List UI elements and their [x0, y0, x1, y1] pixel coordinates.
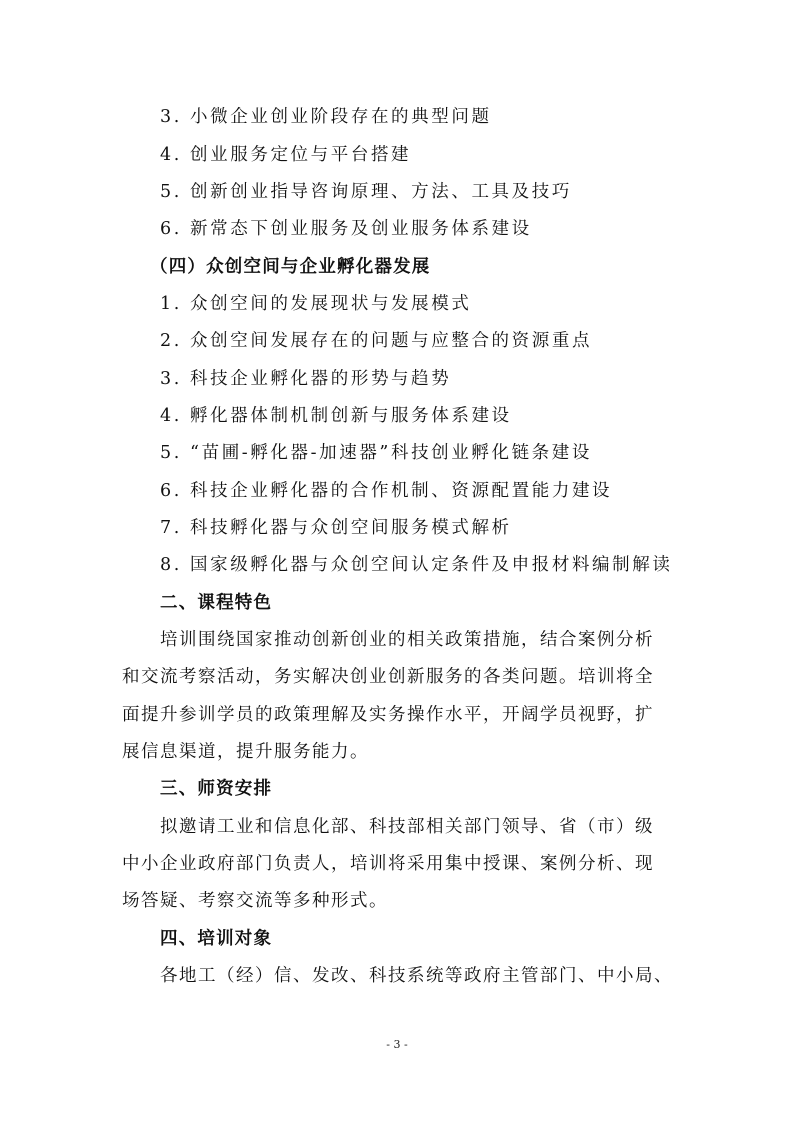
paragraph-line: 展信息渠道，提升服务能力。: [122, 742, 369, 762]
list-item: 2. 众创空间发展存在的问题与应整合的资源重点: [160, 331, 593, 351]
paragraph-line: 和交流考察活动，务实解决创业创新服务的各类问题。培训将全: [122, 667, 654, 687]
list-item: 3. 小微企业创业阶段存在的典型问题: [160, 107, 492, 127]
list-item: 6. 科技企业孵化器的合作机制、资源配置能力建设: [160, 481, 613, 501]
section-heading: 四、培训对象: [160, 929, 273, 949]
page-number: - 3 -: [386, 1038, 408, 1051]
paragraph-line: 拟邀请工业和信息化部、科技部相关部门领导、省（市）级: [160, 817, 654, 837]
list-item: 5. 创新创业指导咨询原理、方法、工具及技巧: [160, 182, 572, 202]
list-item: 6. 新常态下创业服务及创业服务体系建设: [160, 219, 532, 239]
list-item: 5. “苗圃-孵化器-加速器”科技创业孵化链条建设: [160, 443, 592, 463]
section-heading: 三、师资安排: [160, 779, 273, 799]
paragraph-line: 场答疑、考察交流等多种形式。: [122, 891, 388, 911]
paragraph-line: 各地工（经）信、发改、科技系统等政府主管部门、中小局、: [160, 966, 673, 986]
list-item: 8. 国家级孵化器与众创空间认定条件及申报材料编制解读: [160, 555, 673, 575]
list-item: 4. 孵化器体制机制创新与服务体系建设: [160, 406, 512, 426]
paragraph-line: 面提升参训学员的政策理解及实务操作水平，开阔学员视野，扩: [122, 705, 654, 725]
section-heading: 二、课程特色: [160, 593, 273, 613]
paragraph-line: 中小企业政府部门负责人，培训将采用集中授课、案例分析、现: [122, 854, 654, 874]
list-item: 3. 科技企业孵化器的形势与趋势: [160, 369, 452, 389]
section-heading: （四）众创空间与企业孵化器发展: [150, 257, 431, 277]
paragraph-line: 培训围绕国家推动创新创业的相关政策措施，结合案例分析: [160, 630, 654, 650]
list-item: 4. 创业服务定位与平台搭建: [160, 145, 412, 165]
list-item: 7. 科技孵化器与众创空间服务模式解析: [160, 518, 512, 538]
list-item: 1. 众创空间的发展现状与发展模式: [160, 294, 472, 314]
